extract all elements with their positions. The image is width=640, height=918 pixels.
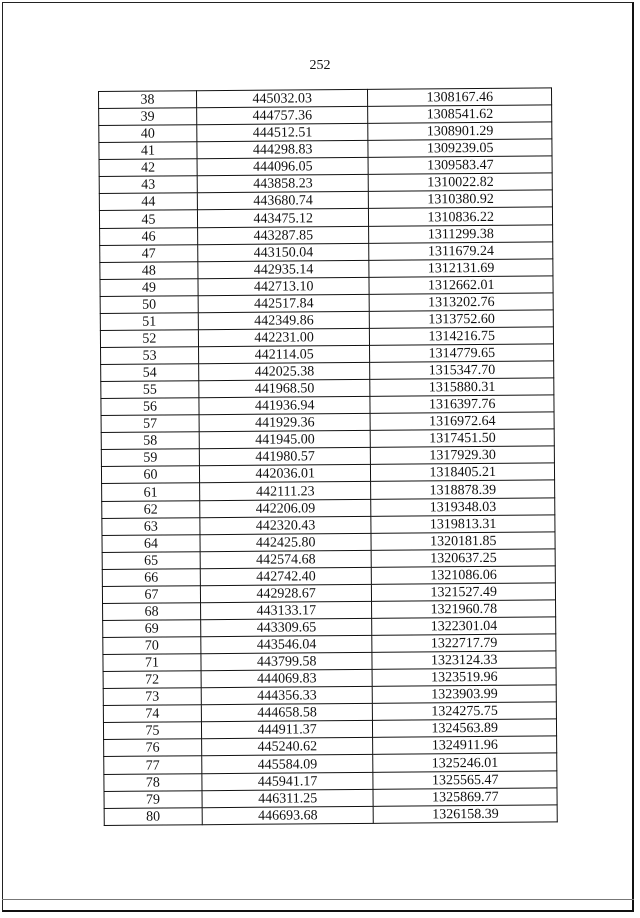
- point-number-cell: 58: [101, 432, 199, 450]
- y-coordinate-cell: 1320181.85: [371, 532, 555, 551]
- y-coordinate-cell: 1325565.47: [373, 770, 557, 789]
- x-coordinate-cell: 442713.10: [198, 277, 370, 295]
- point-number-cell: 54: [101, 364, 199, 382]
- point-number-cell: 51: [100, 313, 198, 331]
- x-coordinate-cell: 446311.25: [202, 789, 374, 807]
- x-coordinate-cell: 445240.62: [202, 738, 374, 756]
- table-row: [104, 805, 557, 826]
- y-coordinate-cell: 1310022.82: [369, 173, 553, 192]
- x-coordinate-cell: 444356.33: [201, 687, 373, 705]
- x-coordinate-cell: 443287.85: [197, 226, 369, 244]
- point-number-cell: 80: [104, 807, 202, 825]
- point-number-cell: 59: [101, 449, 199, 467]
- point-number-cell: 56: [101, 398, 199, 416]
- y-coordinate-cell: 1321527.49: [372, 583, 556, 602]
- x-coordinate-cell: 442231.00: [198, 328, 370, 346]
- point-number-cell: 52: [100, 330, 198, 348]
- x-coordinate-cell: 445584.09: [202, 755, 374, 773]
- x-coordinate-cell: 442935.14: [198, 260, 370, 278]
- point-number-cell: 70: [103, 637, 201, 655]
- coordinate-table: [98, 87, 558, 825]
- point-number-cell: 60: [101, 466, 199, 484]
- point-number-cell: 55: [101, 381, 199, 399]
- page-number: 252: [309, 58, 331, 73]
- point-number-cell: 74: [103, 705, 201, 723]
- x-coordinate-cell: 442574.68: [200, 550, 372, 568]
- point-number-cell: 47: [100, 244, 198, 262]
- x-coordinate-cell: 442517.84: [198, 294, 370, 312]
- x-coordinate-cell: 442206.09: [200, 499, 372, 517]
- point-number-cell: 57: [101, 415, 199, 433]
- point-number-cell: 64: [102, 534, 200, 552]
- x-coordinate-cell: 444096.05: [197, 158, 369, 176]
- point-number-cell: 44: [99, 193, 197, 211]
- point-number-cell: 71: [103, 654, 201, 672]
- x-coordinate-cell: 444911.37: [201, 721, 373, 739]
- point-number-cell: 78: [104, 773, 202, 791]
- x-coordinate-cell: 442349.86: [198, 311, 370, 329]
- point-number-cell: 40: [99, 125, 197, 143]
- x-coordinate-cell: 444298.83: [197, 141, 369, 159]
- y-coordinate-cell: 1312662.01: [369, 276, 553, 295]
- x-coordinate-cell: 442111.23: [200, 482, 372, 500]
- y-coordinate-cell: 1313752.60: [370, 310, 554, 329]
- y-coordinate-cell: 1309583.47: [369, 156, 553, 175]
- x-coordinate-cell: 441945.00: [199, 431, 371, 449]
- x-coordinate-cell: 442114.05: [198, 345, 370, 363]
- point-number-cell: 69: [103, 620, 201, 638]
- y-coordinate-cell: 1310836.22: [369, 207, 553, 226]
- page-bottom-rule: [2, 899, 634, 900]
- point-number-cell: 46: [100, 227, 198, 245]
- y-coordinate-cell: 1308167.46: [368, 88, 552, 107]
- x-coordinate-cell: 444069.83: [201, 669, 373, 687]
- x-coordinate-cell: 443150.04: [198, 243, 370, 261]
- point-number-cell: 65: [102, 551, 200, 569]
- y-coordinate-cell: 1314779.65: [370, 344, 554, 363]
- point-number-cell: 63: [102, 517, 200, 535]
- table-body: [99, 88, 558, 825]
- y-coordinate-cell: 1323903.99: [373, 685, 557, 704]
- y-coordinate-cell: 1313202.76: [370, 293, 554, 312]
- y-coordinate-cell: 1323519.96: [373, 668, 557, 687]
- x-coordinate-cell: 442742.40: [200, 567, 372, 585]
- point-number-cell: 49: [100, 278, 198, 296]
- x-coordinate-cell: 442425.80: [200, 533, 372, 551]
- point-number-cell: 61: [102, 483, 200, 501]
- y-coordinate-cell: 1308901.29: [368, 122, 552, 141]
- x-coordinate-cell: 443133.17: [200, 601, 372, 619]
- x-coordinate-cell: 441929.36: [199, 414, 371, 432]
- x-coordinate-cell: 445941.17: [202, 772, 374, 790]
- x-coordinate-cell: 442036.01: [199, 465, 371, 483]
- point-number-cell: 62: [102, 500, 200, 518]
- y-coordinate-cell: 1322717.79: [372, 634, 556, 653]
- y-coordinate-cell: 1324563.89: [373, 719, 557, 738]
- point-number-cell: 48: [100, 261, 198, 279]
- x-coordinate-cell: 444757.36: [197, 106, 369, 124]
- y-coordinate-cell: 1323124.33: [372, 651, 556, 670]
- x-coordinate-cell: 443309.65: [201, 618, 373, 636]
- point-number-cell: 77: [104, 756, 202, 774]
- y-coordinate-cell: 1320637.25: [372, 549, 556, 568]
- y-coordinate-cell: 1318878.39: [371, 480, 555, 499]
- y-coordinate-cell: 1319813.31: [371, 514, 555, 533]
- point-number-cell: 53: [101, 347, 199, 365]
- x-coordinate-cell: 443546.04: [201, 635, 373, 653]
- x-coordinate-cell: 441980.57: [199, 448, 371, 466]
- point-number-cell: 72: [103, 671, 201, 689]
- y-coordinate-cell: 1317451.50: [371, 429, 555, 448]
- x-coordinate-cell: 444512.51: [197, 124, 369, 142]
- y-coordinate-cell: 1308541.62: [368, 105, 552, 124]
- y-coordinate-cell: 1312131.69: [369, 259, 553, 278]
- y-coordinate-cell: 1311679.24: [369, 241, 553, 260]
- point-number-cell: 76: [104, 739, 202, 757]
- y-coordinate-cell: 1326158.39: [374, 805, 558, 824]
- point-number-cell: 42: [99, 159, 197, 177]
- x-coordinate-cell: 442928.67: [200, 584, 372, 602]
- y-coordinate-cell: 1316397.76: [370, 395, 554, 414]
- point-number-cell: 73: [103, 688, 201, 706]
- point-number-cell: 75: [103, 722, 201, 740]
- x-coordinate-cell: 444658.58: [201, 704, 373, 722]
- x-coordinate-cell: 446693.68: [202, 806, 374, 824]
- y-coordinate-cell: 1315347.70: [370, 361, 554, 380]
- y-coordinate-cell: 1318405.21: [371, 463, 555, 482]
- y-coordinate-cell: 1314216.75: [370, 327, 554, 346]
- point-number-cell: 45: [99, 210, 197, 228]
- point-number-cell: 43: [99, 176, 197, 194]
- point-number-cell: 67: [102, 586, 200, 604]
- x-coordinate-cell: 443858.23: [197, 175, 369, 193]
- x-coordinate-cell: 445032.03: [196, 89, 368, 107]
- x-coordinate-cell: 443680.74: [197, 192, 369, 210]
- y-coordinate-cell: 1325869.77: [373, 787, 557, 806]
- point-number-cell: 39: [99, 108, 197, 126]
- y-coordinate-cell: 1315880.31: [370, 378, 554, 397]
- y-coordinate-cell: 1319348.03: [371, 497, 555, 516]
- y-coordinate-cell: 1324275.75: [373, 702, 557, 721]
- y-coordinate-cell: 1309239.05: [368, 139, 552, 158]
- x-coordinate-cell: 442025.38: [199, 362, 371, 380]
- x-coordinate-cell: 441936.94: [199, 396, 371, 414]
- point-number-cell: 68: [103, 603, 201, 621]
- y-coordinate-cell: 1325246.01: [373, 753, 557, 772]
- point-number-cell: 79: [104, 790, 202, 808]
- point-number-cell: 50: [100, 295, 198, 313]
- y-coordinate-cell: 1310380.92: [369, 190, 553, 209]
- x-coordinate-cell: 441968.50: [199, 379, 371, 397]
- point-number-cell: 66: [102, 568, 200, 586]
- y-coordinate-cell: 1316972.64: [371, 412, 555, 431]
- y-coordinate-cell: 1324911.96: [373, 736, 557, 755]
- y-coordinate-cell: 1317929.30: [371, 446, 555, 465]
- y-coordinate-cell: 1311299.38: [369, 224, 553, 243]
- y-coordinate-cell: 1321960.78: [372, 600, 556, 619]
- x-coordinate-cell: 442320.43: [200, 516, 372, 534]
- y-coordinate-cell: 1321086.06: [372, 566, 556, 585]
- x-coordinate-cell: 443799.58: [201, 652, 373, 670]
- point-number-cell: 41: [99, 142, 197, 160]
- x-coordinate-cell: 443475.12: [197, 209, 369, 227]
- y-coordinate-cell: 1322301.04: [372, 617, 556, 636]
- point-number-cell: 38: [99, 91, 197, 109]
